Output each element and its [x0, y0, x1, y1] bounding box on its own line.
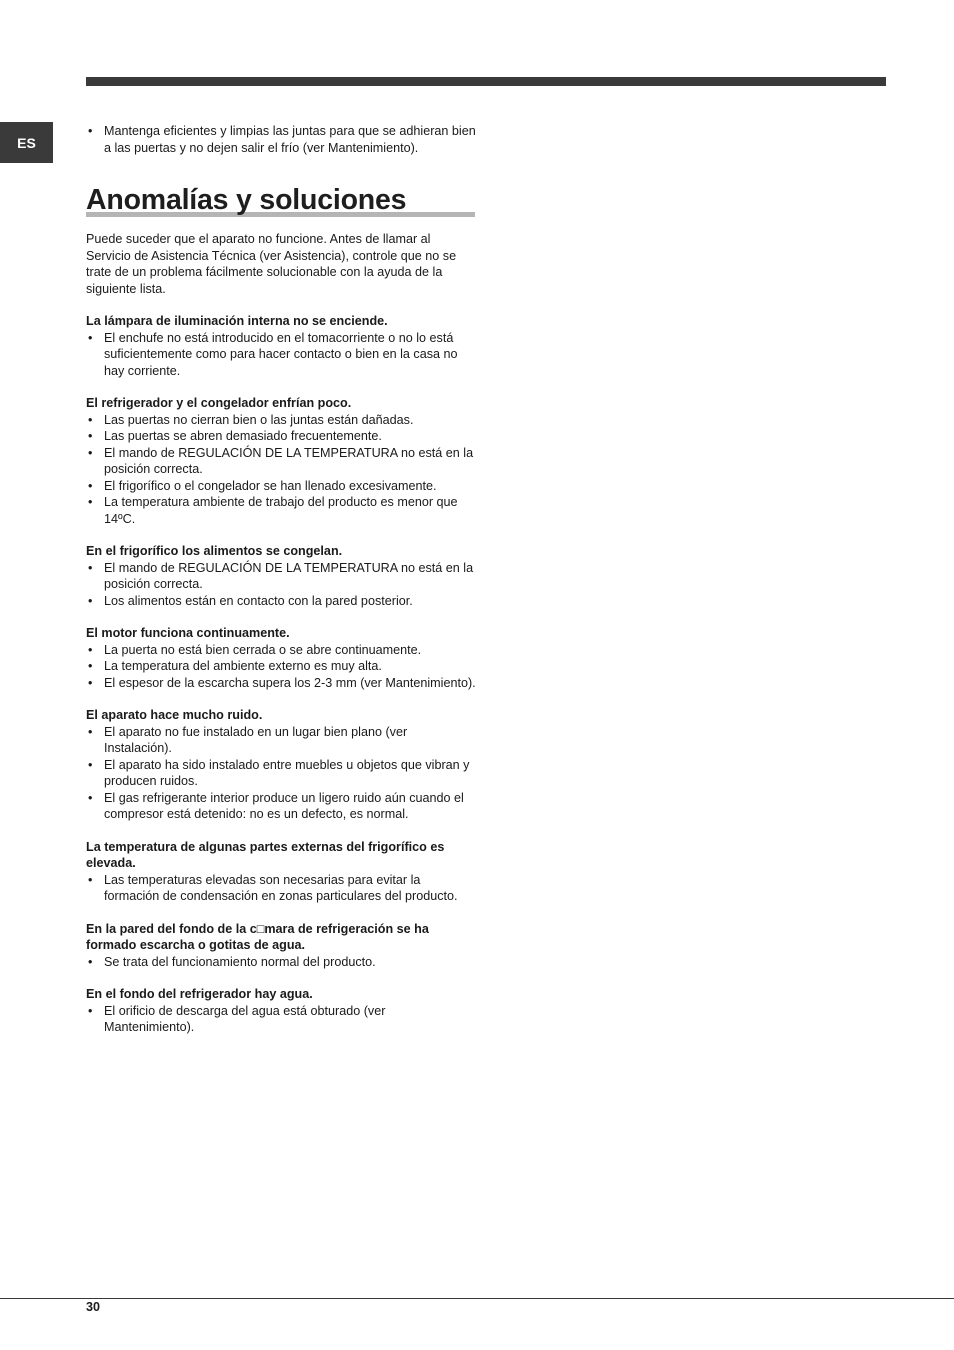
section-motor [86, 625, 478, 691]
intro-bullet-list [86, 123, 478, 156]
section-external-temperature [86, 839, 478, 905]
section-heading: El aparato hace mucho ruido. [86, 708, 263, 722]
bullet-list [86, 872, 478, 905]
section-heading: La lámpara de iluminación interna no se enciende. [86, 314, 388, 328]
list-item: • Las puertas se abren demasiado frecuentemente. [86, 428, 478, 445]
list-item: • El gas refrigerante interior produce un ligero ruido aún cuando el compresor está detenido: no es un defecto, es normal. [86, 790, 478, 823]
section-heading: En la pared del fondo de la c□mara de refrigeración se ha formado escarcha o gotitas de agua. [86, 921, 429, 952]
bullet-list [86, 954, 478, 971]
bullet-list [86, 724, 478, 823]
bullet-list [86, 642, 478, 692]
list-item: • El mando de REGULACIÓN DE LA TEMPERATURA no está en la posición correcta. [86, 445, 478, 478]
title-block [86, 183, 475, 217]
section-lamp [86, 313, 478, 379]
section-heading: En el fondo del refrigerador hay agua. [86, 987, 313, 1001]
list-item: • El aparato ha sido instalado entre muebles u objetos que vibran y producen ruidos. [86, 757, 478, 790]
bullet-list [86, 1003, 478, 1036]
page-number: 30 [86, 1300, 101, 1314]
list-item: • Las puertas no cierran bien o las juntas están dañadas. [86, 412, 478, 429]
footer-rule [0, 1298, 954, 1299]
section-frost [86, 921, 478, 971]
section-water [86, 986, 478, 1036]
list-item: • El espesor de la escarcha supera los 2-3 mm (ver Mantenimiento). [86, 675, 478, 692]
intro-paragraph: Puede suceder que el aparato no funcione. Antes de llamar al Servicio de Asistencia Técnica (ver Asistencia), controle que no se trate de un problema fácilmente solucionable con la ayuda de la siguiente lista. [86, 232, 457, 296]
list-item: • Se trata del funcionamiento normal del producto. [86, 954, 478, 971]
list-item: • El mando de REGULACIÓN DE LA TEMPERATURA no está en la posición correcta. [86, 560, 478, 593]
section-heading: En el frigorífico los alimentos se congelan. [86, 544, 343, 558]
bullet-list [86, 330, 478, 380]
page-title: Anomalías y soluciones [86, 184, 407, 216]
list-item: • La temperatura ambiente de trabajo del producto es menor que 14ºC. [86, 494, 478, 527]
section-cooling [86, 395, 478, 527]
section-heading: El motor funciona continuamente. [86, 626, 290, 640]
bullet-list [86, 412, 478, 528]
list-item: • Mantenga eficientes y limpias las juntas para que se adhieran bien a las puertas y no dejen salir el frío (ver Mantenimiento). [86, 123, 478, 156]
list-item: • La temperatura del ambiente externo es muy alta. [86, 658, 478, 675]
list-item: • El frigorífico o el congelador se han llenado excesivamente. [86, 478, 478, 495]
section-heading: El refrigerador y el congelador enfrían poco. [86, 396, 352, 410]
section-noise [86, 707, 478, 823]
list-item: • El aparato no fue instalado en un lugar bien plano (ver Instalación). [86, 724, 478, 757]
list-item: • El enchufe no está introducido en el tomacorriente o no lo está suficientemente como para hacer contacto o bien en la casa no hay corriente. [86, 330, 478, 380]
section-freezing-food [86, 543, 478, 609]
list-item: • Las temperaturas elevadas son necesarias para evitar la formación de condensación en zonas particulares del producto. [86, 872, 478, 905]
list-item: • La puerta no está bien cerrada o se abre continuamente. [86, 642, 478, 659]
header-bar [86, 77, 886, 86]
list-item: • El orificio de descarga del agua está obturado (ver Mantenimiento). [86, 1003, 478, 1036]
bullet-list [86, 560, 478, 610]
main-content [86, 123, 478, 1036]
language-tab: ES [0, 122, 53, 163]
section-heading: La temperatura de algunas partes externas del frigorífico es elevada. [86, 839, 445, 870]
list-item: • Los alimentos están en contacto con la pared posterior. [86, 593, 478, 610]
